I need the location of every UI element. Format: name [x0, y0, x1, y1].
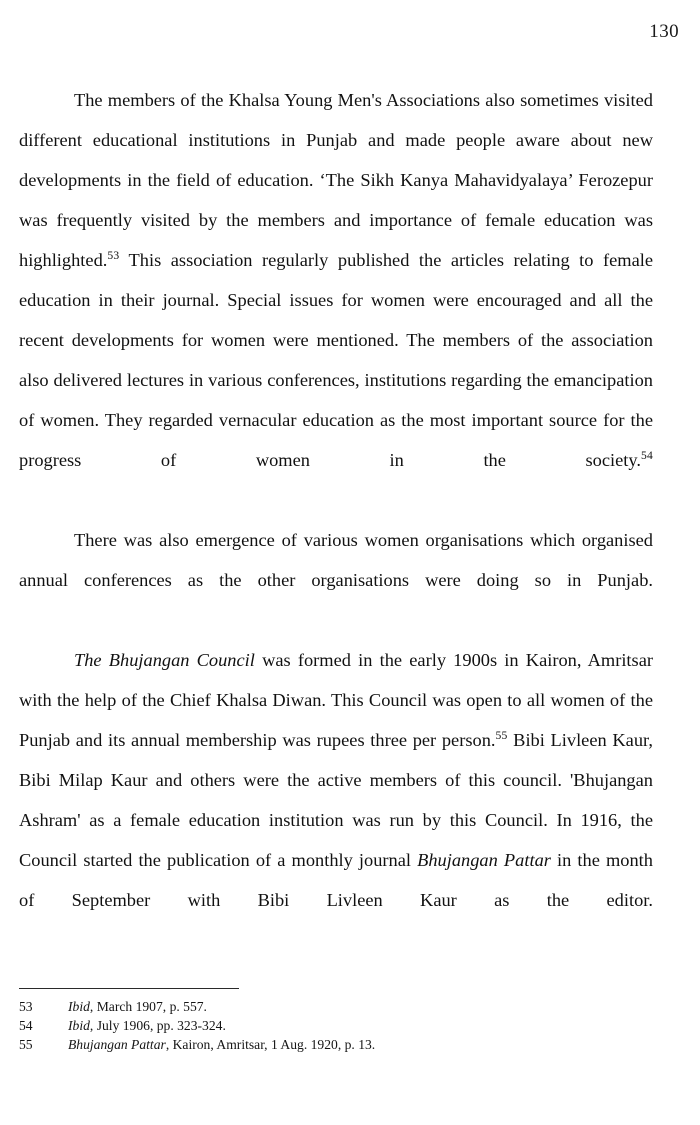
- footnote-text: Ibid, March 1907, p. 557.: [68, 999, 207, 1014]
- italic-title: Ibid: [68, 1018, 90, 1034]
- footnote-block: [19, 988, 653, 1055]
- footnote-number: 53: [19, 999, 33, 1014]
- paragraph: The Bhujangan Council was formed in the early 1900s in Kairon, Amritsar with the help of the Chief Khalsa Diwan. This Council was open to all women of the Punjab and its annual membership was rupees three per person.$^{55}$ Bibi Livleen Kaur, Bibi Milap Kaur and others were the active members of this council. 'Bhujangan Ashram' as a female education institution was run by this Council. In 1916, the Council started the publication of a monthly journal Bhujangan Pattar in the month of September with Bibi Livleen Kaur as the editor.: [19, 650, 653, 910]
- footnote-entry: [19, 997, 653, 1016]
- paragraph: There was also emergence of various women organisations which organised annual conferences as the other organisations were doing so in Punjab.: [19, 530, 653, 590]
- footnote-reference[interactable]: 54: [641, 448, 653, 462]
- body-text-column: [19, 80, 653, 960]
- page-number: 130: [649, 21, 679, 42]
- italic-title: Bhujangan Pattar: [417, 850, 551, 870]
- paragraph: The members of the Khalsa Young Men's Associations also sometimes visited different educational institutions in Punjab and made people aware about new developments in the field of education. ‘The Sikh Kanya Mahavidyalaya’ Ferozepur was frequently visited by the members and importance of female education was highlighted.$^{53}$ This association regularly published the articles relating to female education in their journal. Special issues for women were encouraged and all the recent developments for women were mentioned. The members of the association also delivered lectures in various conferences, institutions regarding the emancipation of women. They regarded vernacular education as the most important source for the progress of women in the society.$^{54}$: [19, 90, 653, 470]
- footnote-list: [19, 997, 653, 1055]
- footnote-text: Bhujangan Pattar, Kairon, Amritsar, 1 Aug. 1920, p. 13.: [68, 1037, 376, 1053]
- footnote-entry: [19, 1035, 653, 1054]
- footnote-reference[interactable]: 53: [107, 248, 120, 262]
- footnote-separator-rule: [19, 988, 239, 989]
- italic-title: The Bhujangan Council: [74, 650, 255, 670]
- footnote-entry: [19, 1016, 653, 1035]
- footnote-text: Ibid, July 1906, pp. 323-324.: [68, 1018, 226, 1034]
- footnote-number: 54: [19, 1018, 33, 1034]
- footnote-number: 55: [19, 1037, 33, 1053]
- footnote-reference[interactable]: 55: [495, 728, 508, 742]
- italic-title: Bhujangan Pattar: [68, 1037, 166, 1053]
- italic-title: Ibid: [68, 999, 90, 1014]
